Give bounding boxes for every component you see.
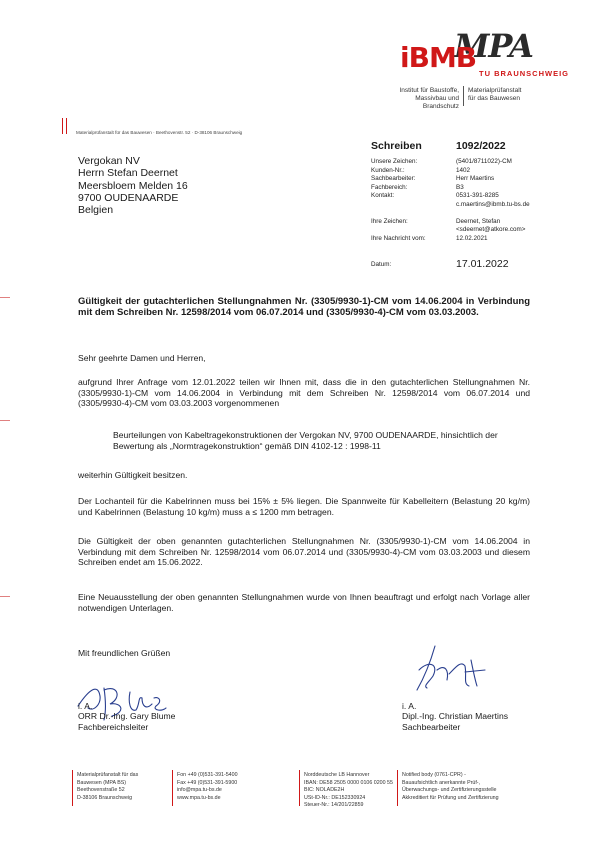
right-signatory-role: Sachbearbeiter bbox=[402, 721, 461, 732]
info-label: Sachbearbeiter: bbox=[371, 175, 416, 183]
indented-statement: Beurteilungen von Kabeltragekonstruktionen der Vergokan NV, 9700 OUDENAARDE, hinsichtlich der Bewertung als „Normtragekonstruktion“ gemäß DIN 4102-12 : 1998-11 bbox=[113, 430, 498, 451]
info-value: Herr Maertins bbox=[456, 175, 495, 183]
info-value: 1402 bbox=[456, 166, 471, 174]
left-signatory bbox=[78, 711, 175, 732]
right-signatory-name: Dipl.-Ing. Christian Maertins bbox=[402, 711, 509, 721]
right-signatory bbox=[402, 711, 508, 732]
recipient-company: Vergokan NV bbox=[78, 155, 140, 167]
sender-line: Materialprüfanstalt für das Bauwesen · Beethovenstr. 52 · D-38106 Braunschweig bbox=[76, 130, 243, 135]
footer-website[interactable]: www.mpa.tu-bs.de bbox=[177, 794, 221, 801]
address-margin-mark bbox=[62, 118, 63, 134]
header-divider bbox=[463, 86, 464, 106]
body-paragraph-5: Eine Neuausstellung der oben genannten Stellungnahmen wurde von Ihnen beauftragt und erfolgt nach Vorlage aller notwendigen Unterlagen. bbox=[78, 592, 530, 613]
left-signature-ia: i. A. bbox=[78, 701, 93, 711]
footer-divider bbox=[172, 770, 173, 806]
info-label: Fachbereich: bbox=[371, 183, 408, 191]
address-margin-mark-2 bbox=[66, 118, 67, 134]
footer-divider bbox=[72, 770, 73, 806]
footer-divider bbox=[299, 770, 300, 806]
info-label: Ihre Nachricht vom: bbox=[371, 234, 426, 242]
info-label: Ihre Zeichen: bbox=[371, 217, 408, 225]
reference-block bbox=[371, 140, 571, 243]
document-type: Schreiben bbox=[371, 140, 422, 152]
footer-bank: Norddeutsche LB Hannover IBAN: DE58 2505 0000 0106 0200 55 BIC: NOLADE2H USt-ID-Nr.: DE152330924 Steuer-Nr.: 14/201/22859 bbox=[304, 772, 393, 809]
info-value: <sdeernet@atkore.com> bbox=[456, 226, 526, 234]
punch-mark bbox=[0, 420, 10, 421]
info-value: 12.02.2021 bbox=[456, 234, 488, 242]
fold-mark-top bbox=[0, 297, 10, 298]
recipient-street: Meersbloem Melden 16 bbox=[78, 179, 188, 192]
info-label: Kunden-Nr.: bbox=[371, 166, 405, 174]
date-label: Datum: bbox=[371, 261, 392, 268]
body-paragraph-2: weiterhin Gültigkeit besitzen. bbox=[78, 470, 188, 480]
institute-subtitle: Materialprüfanstalt für das Bauwesen bbox=[468, 87, 522, 102]
recipient-address bbox=[78, 155, 188, 216]
recipient-person: Herrn Stefan Deernet bbox=[78, 167, 178, 180]
recipient-city: 9700 OUDENAARDE bbox=[78, 191, 179, 204]
right-signature-ia: i. A. bbox=[402, 701, 417, 711]
info-value: Deernet, Stefan bbox=[456, 217, 501, 225]
right-signature-icon bbox=[405, 640, 525, 700]
institute-name: Institut für Baustoffe, Massivbau und Brandschutz bbox=[399, 87, 459, 110]
body-paragraph-1: aufgrund Ihrer Anfrage vom 12.01.2022 teilen wir Ihnen mit, dass die in den gutachterlichen Stellungnahmen Nr. (3305/9930-1)-CM vom 14.06.2004 in Verbindung mit dem Schreiben Nr. 12598/2014 vom 06.07.2014 und (3305/9930-4)-CM vom 03.03.2003 vorgenommenen bbox=[78, 377, 530, 409]
info-label: Unsere Zeichen: bbox=[371, 158, 418, 165]
footer-contact: Fon +49 (0)531-391-5400 Fax +49 (0)531-391-5900 info@mpa.tu-bs.de www.mpa.tu-bs.de bbox=[177, 772, 238, 801]
footer-email[interactable]: info@mpa.tu-bs.de bbox=[177, 787, 222, 794]
info-value: B3 bbox=[456, 183, 464, 191]
footer-accreditation: Notified body (0761-CPR) - Bauaufsichtlich anerkannte Prüf-, Überwachungs- und Zertifizierungsstelle Akkreditiert für Prüfung und Zertifizierung bbox=[402, 772, 499, 801]
info-label: Kontakt: bbox=[371, 192, 395, 200]
letter-date: 17.01.2022 bbox=[456, 258, 509, 270]
left-signatory-role: Fachbereichsleiter bbox=[78, 721, 149, 732]
document-number: 1092/2022 bbox=[456, 140, 506, 152]
body-paragraph-3: Der Lochanteil für die Kabelrinnen muss bei 15% ± 5% liegen. Die Spannweite für Kabelleitern (Belastung 20 kg/m) und Kabelrinnen (Belastung 10 kg/m) muss a ≤ 1200 mm betragen. bbox=[78, 496, 530, 517]
ibmb-logo: iBMB bbox=[400, 41, 477, 74]
contact-email[interactable]: c.maertins@ibmb.tu-bs.de bbox=[456, 200, 530, 208]
recipient-country: Belgien bbox=[78, 204, 114, 217]
footer-address: Materialprüfanstalt für das Bauwesen (MPA BS) Beethovenstraße 52 D-38106 Braunschweig bbox=[77, 772, 139, 801]
left-signatory-name: ORR Dr.-Ing. Gary Blume bbox=[78, 711, 176, 721]
greeting: Sehr geehrte Damen und Herren, bbox=[78, 353, 206, 363]
date-row bbox=[371, 258, 571, 272]
subject-line: Gültigkeit der gutachterlichen Stellungnahmen Nr. (3305/9930-1)-CM vom 14.06.2004 in Verbindung mit dem Schreiben Nr. 12598/2014 vom 06.07.2014 und (3305/9930-4)-CM vom 03.03.2003. bbox=[78, 296, 530, 318]
body-paragraph-4: Die Gültigkeit der oben genannten gutachterlichen Stellungnahmen Nr. (3305/9930-1)-CM vom 14.06.2004 in Verbindung mit dem Schreiben Nr. 12598/2014 vom 06.07.2014 und (3305/9930-4)-CM vom 03.03.2003 und diesem Schreiben endet am 15.06.2022. bbox=[78, 536, 530, 568]
mpa-logo: MPA bbox=[454, 27, 533, 65]
closing: Mit freundlichen Grüßen bbox=[78, 648, 171, 658]
tu-braunschweig-logo: TU BRAUNSCHWEIG bbox=[479, 69, 569, 78]
info-value: (5401/8711022)-CM bbox=[456, 158, 512, 165]
contact-phone[interactable]: 0531-391-8285 bbox=[456, 192, 499, 200]
footer-divider bbox=[397, 770, 398, 806]
fold-mark-bottom bbox=[0, 596, 10, 597]
